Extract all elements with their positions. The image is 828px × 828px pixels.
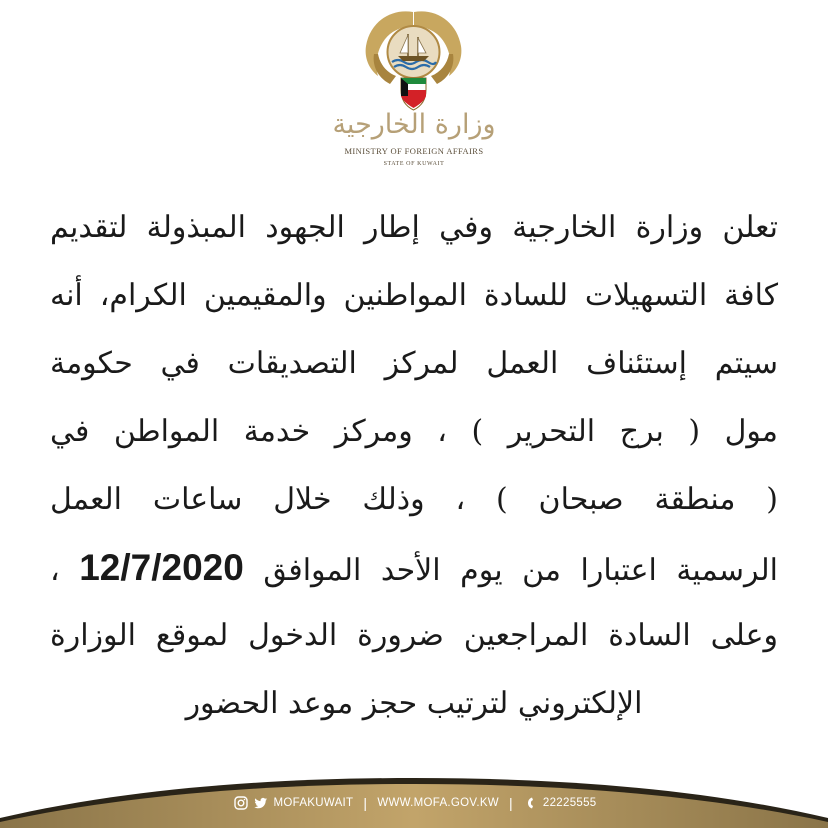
- footer: [0, 760, 828, 828]
- contact-info: [200, 792, 630, 814]
- announcement-line-6-text: الرسمية اعتبارا من يوم الأحد الموافق: [263, 553, 778, 588]
- kuwait-emblem-icon: [356, 4, 471, 114]
- announcement-line-4: مول ( برج التحرير ) ، ومركز خدمة المواطن في: [50, 414, 778, 449]
- announcement-line-7: وعلى السادة المراجعين ضرورة الدخول لموقع الوزارة: [50, 618, 778, 653]
- announcement-line-8: الإلكتروني لترتيب حجز موعد الحضور: [185, 686, 643, 721]
- ministry-name-english: MINISTRY OF FOREIGN AFFAIRS: [344, 146, 484, 156]
- announcement-line-6-suffix: ،: [50, 553, 60, 588]
- ministry-name-arabic: وزارة الخارجية: [332, 109, 496, 140]
- announcement-line-1: تعلن وزارة الخارجية وفي إطار الجهود المبذولة لتقديم: [50, 210, 778, 245]
- announcement-date: 12/7/2020: [79, 547, 244, 588]
- header: [0, 0, 828, 185]
- footer-separator-1: |: [363, 795, 368, 811]
- instagram-icon[interactable]: [234, 796, 248, 810]
- footer-separator-2: |: [508, 795, 513, 811]
- state-name-english: STATE OF KUWAIT: [383, 161, 445, 167]
- phone-icon: [523, 796, 537, 810]
- phone-number[interactable]: 22225555: [542, 797, 597, 809]
- announcement-line-6: [50, 534, 778, 602]
- twitter-icon[interactable]: [254, 796, 268, 810]
- website-link[interactable]: WWW.MOFA.GOV.KW: [377, 797, 499, 809]
- announcement-line-2: كافة التسهيلات للسادة المواطنين والمقيمين الكرام، أنه: [50, 278, 778, 313]
- social-handle[interactable]: MOFAKUWAIT: [273, 797, 354, 809]
- announcement-text: [50, 194, 778, 738]
- announcement-line-5: ( منطقة صبحان ) ، وذلك خلال ساعات العمل: [50, 482, 778, 517]
- announcement-line-3: سيتم إستئناف العمل لمركز التصديقات في حكومة: [50, 346, 778, 381]
